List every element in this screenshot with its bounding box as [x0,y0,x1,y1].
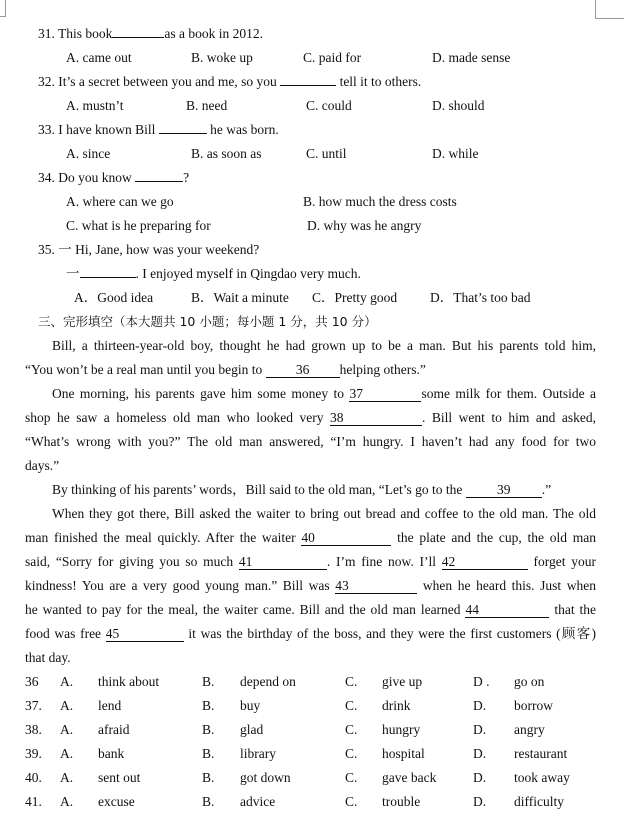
choice-letter: A. [60,674,74,689]
choice-letter: D. [473,770,487,785]
choice-option-text: trouble [382,794,421,809]
question-stem-text: 33. I have known Bill [38,122,156,137]
passage-text: kindness! You are a very good young man.” Bill was [25,578,330,593]
choice-row-number: 36 [25,674,39,689]
passage-text: One morning, his parents gave him some money to [52,386,345,401]
question-stem-text: 32. It’s a secret between you and me, so you [38,74,277,89]
choice-letter: D. [473,746,487,761]
answer-blank [280,85,336,86]
choice-option-text: give up [382,674,423,689]
blank-39: 39 [466,482,542,498]
choice-option-text: bank [98,746,125,761]
passage-line [52,385,596,402]
choice-letter: C. [345,770,358,785]
blank-42: 42 [442,554,528,570]
choice-option-text: borrow [514,698,553,713]
choice-letter: C. [345,674,358,689]
choice-option-text: buy [240,698,261,713]
question-35-option-b: B．Wait a minute [191,290,289,305]
passage-line: that day. [25,650,71,665]
question-31-option-b: B. woke up [191,50,253,65]
passage-text: food was free [25,626,102,641]
passage-text: . Bill went to him and asked, [422,410,597,425]
choice-option-text: drink [382,698,411,713]
question-35-dialog-response [66,265,361,282]
choice-letter: C. [345,698,358,713]
passage-text: it was the birthday of the boss, and they were the first customers (顾客) [188,626,597,641]
choice-letter: A. [60,698,74,713]
choice-option-text: took away [514,770,570,785]
choice-row-number: 38. [25,722,42,737]
choice-option-text: go on [514,674,545,689]
question-33-option-d: D. while [432,146,479,161]
blank-45: 45 [106,626,184,642]
blank-40: 40 [301,530,391,546]
choice-letter: B. [202,746,215,761]
question-stem-text: as a book in 2012. [164,26,264,41]
choice-letter: A. [60,746,74,761]
choice-option-text: library [240,746,276,761]
question-33-option-b: B. as soon as [191,146,262,161]
blank-38: 38 [330,410,422,426]
question-32-stem [38,73,421,90]
choice-row-number: 37. [25,698,42,713]
passage-text: man finished the meal quickly. After the waiter [25,530,296,545]
passage-line: When they got there, Bill asked the waiter to bring out bread and coffee to the old man. The old [52,506,596,521]
question-stem-text: tell it to others. [339,74,422,89]
passage-text: said, “Sorry for giving you so much [25,554,234,569]
passage-text: when he heard this. Just when [422,578,597,593]
choice-option-text: hungry [382,722,421,737]
dialog-text: . I enjoyed myself in Qingdao very much. [135,266,361,281]
passage-line [25,553,596,570]
choice-letter: B. [202,794,215,809]
passage-line: Bill, a thirteen-year-old boy, thought he had grown up to be a man. But his parents told him, [52,338,596,353]
question-35-option-d: D．That’s too bad [430,290,531,305]
choice-letter: C. [345,746,358,761]
choice-option-text: angry [514,722,545,737]
question-32-option-b: B. need [186,98,228,113]
choice-option-text: depend on [240,674,296,689]
question-33-stem [38,121,279,138]
question-35-option-c: C．Pretty good [312,290,398,305]
dialog-dash: 一 [66,266,80,281]
choice-letter: C. [345,794,358,809]
passage-line: days.” [25,458,60,473]
question-31-option-d: D. made sense [432,50,511,65]
question-33-option-c: C. until [306,146,347,161]
answer-blank [112,37,164,38]
blank-43: 43 [335,578,417,594]
question-34-option-d: D. why was he angry [307,218,422,233]
choice-option-text: advice [240,794,276,809]
choice-letter: C. [345,722,358,737]
question-stem-text: 31. This book [38,26,113,41]
choice-letter: D . [473,674,490,689]
page-corner-mark-right [595,0,624,19]
passage-text: that the [554,602,596,617]
blank-37: 37 [349,386,421,402]
choice-letter: A. [60,794,74,809]
passage-text: . I’m fine now. I’ll [326,554,436,569]
passage-line: “What’s wrong with you?” The old man answered, “I’m hungry. I haven’t had any food for two [25,434,596,449]
question-34-stem [38,169,189,186]
question-33-option-a: A. since [66,146,111,161]
question-35-option-a: A．Good idea [74,290,154,305]
choice-letter: D. [473,722,487,737]
passage-line [25,409,596,426]
passage-text: helping others.” [339,362,426,377]
answer-blank [159,133,207,134]
choice-option-text: glad [240,722,264,737]
question-32-option-c: C. could [306,98,352,113]
passage-text: By thinking of his parents’ words，Bill said to the old man, “Let’s go to the [52,482,463,497]
passage-line [25,529,596,546]
choice-option-text: afraid [98,722,130,737]
choice-letter: D. [473,794,487,809]
choice-option-text: lend [98,698,122,713]
passage-text: “You won’t be a real man until you begin to [25,362,263,377]
blank-41: 41 [239,554,327,570]
passage-text: the plate and the cup, the old man [397,530,596,545]
question-35-stem: 35. 一 Hi, Jane, how was your weekend? [38,242,260,257]
question-stem-text: 34. Do you know [38,170,132,185]
choice-option-text: gave back [382,770,437,785]
choice-option-text: restaurant [514,746,568,761]
answer-blank [135,181,183,182]
question-34-option-a: A. where can we go [66,194,174,209]
passage-text: forget your [533,554,597,569]
section-heading: 三、完形填空（本大题共 10 小题；每小题 1 分，共 10 分） [38,314,377,329]
passage-line [25,601,596,618]
passage-text: .” [541,482,552,497]
choice-option-text: excuse [98,794,135,809]
choice-letter: B. [202,698,215,713]
choice-option-text: think about [98,674,160,689]
passage-line [52,481,551,498]
question-stem-text: he was born. [210,122,279,137]
question-31-option-c: C. paid for [303,50,362,65]
choice-option-text: difficulty [514,794,564,809]
choice-row-number: 41. [25,794,42,809]
question-31-stem [38,25,263,42]
passage-text: shop he saw a homeless old man who looked very [25,410,324,425]
choice-letter: B. [202,674,215,689]
passage-line [25,361,426,378]
blank-44: 44 [465,602,549,618]
answer-blank [80,277,136,278]
question-34-option-b: B. how much the dress costs [303,194,457,209]
choice-letter: B. [202,722,215,737]
page-corner-mark-left [0,0,6,17]
question-stem-text: ? [183,170,190,185]
choice-option-text: got down [240,770,291,785]
choice-letter: A. [60,722,74,737]
choice-option-text: hospital [382,746,425,761]
question-32-option-d: D. should [432,98,485,113]
choice-row-number: 39. [25,746,42,761]
passage-text: he wanted to pay for the meal, the waiter came. Bill and the old man learned [25,602,461,617]
question-32-option-a: A. mustn’t [66,98,124,113]
choice-letter: A. [60,770,74,785]
choice-letter: D. [473,698,487,713]
passage-text: some milk for them. Outside a [421,386,596,401]
question-34-option-c: C. what is he preparing for [66,218,211,233]
choice-letter: B. [202,770,215,785]
question-31-option-a: A. came out [66,50,132,65]
choice-option-text: sent out [98,770,141,785]
passage-line [25,625,596,642]
passage-line [25,577,596,594]
blank-36: 36 [266,362,340,378]
choice-row-number: 40. [25,770,42,785]
